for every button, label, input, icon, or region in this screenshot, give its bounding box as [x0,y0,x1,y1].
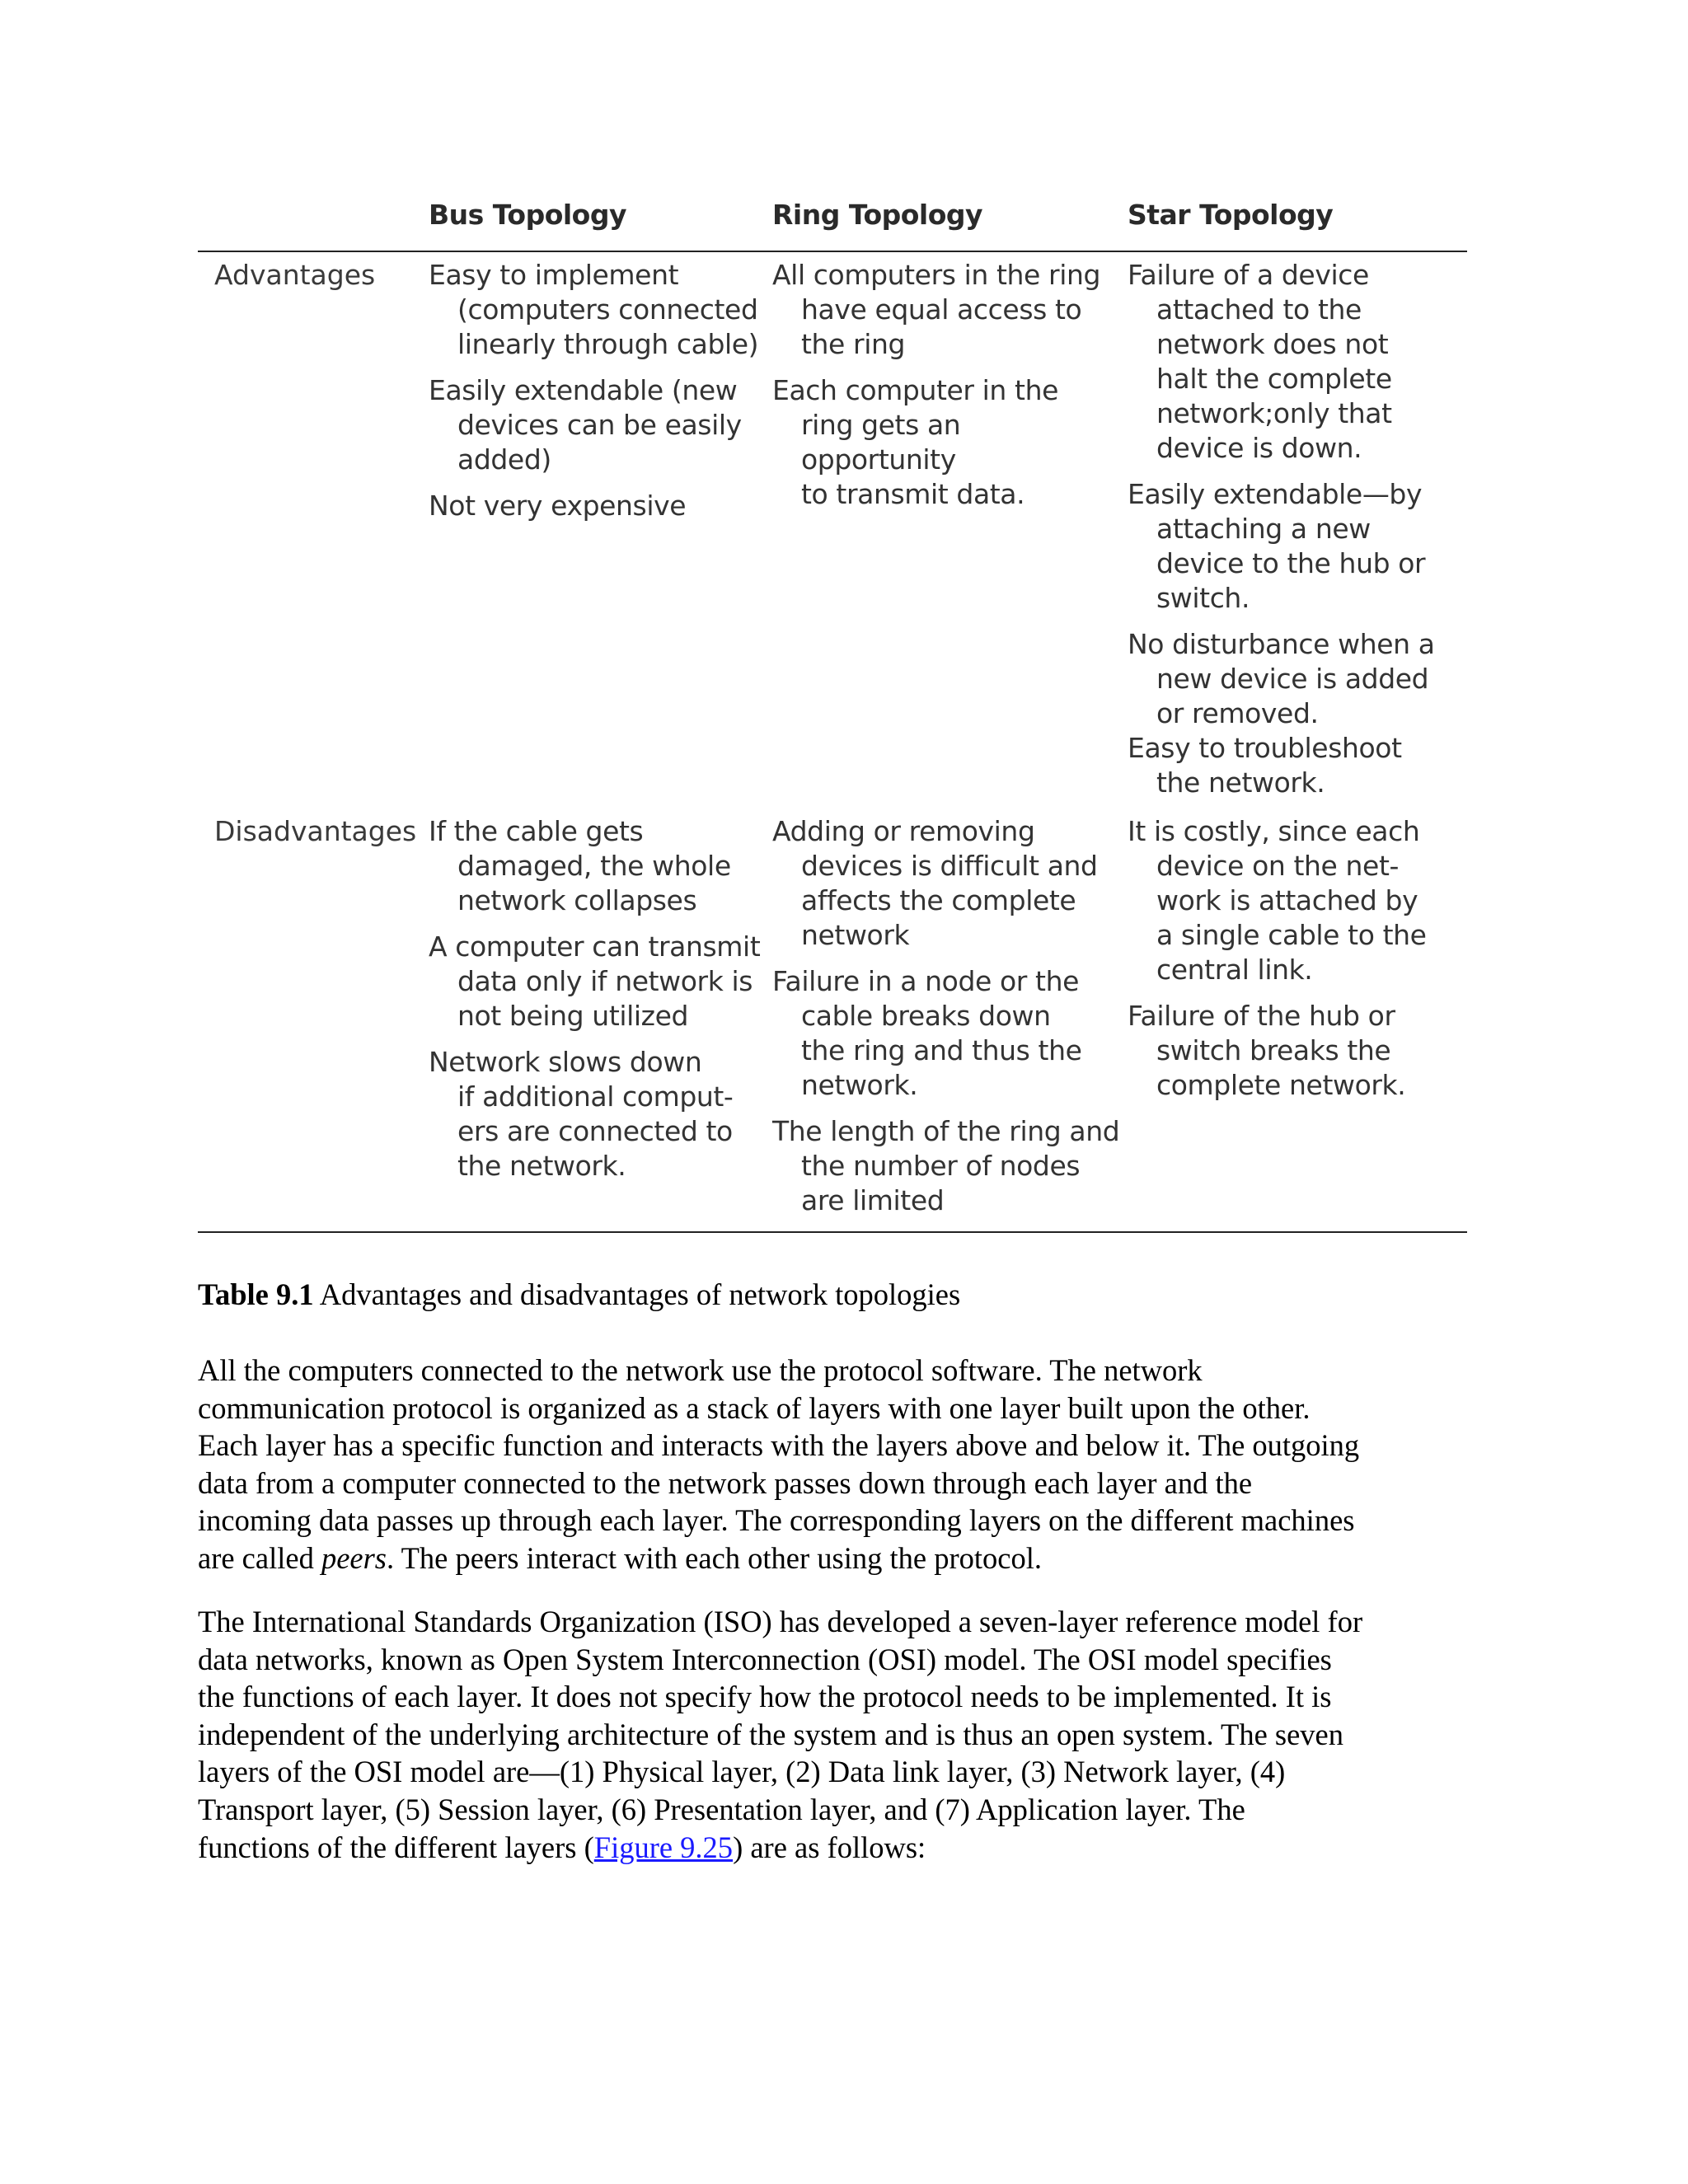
cell-disadvantages-ring [772,814,1123,1230]
list-item: It is costly, since each device on the net- work is attached by a single cable to the central link. [1128,815,1427,986]
list-item: Easily extendable—by attaching a new device to the hub or switch. [1128,478,1426,614]
table-bottom-rule [198,1231,1467,1233]
paragraph-line-part: . The peers interact with each other using the protocol. [387,1540,1042,1575]
paragraph-line: All the computers connected to the network use the protocol software. The network [198,1353,1203,1387]
paragraph-line: the functions of each layer. It does not specify how the protocol needs to be implemented. It is [198,1680,1332,1714]
row-label-advantages: Advantages [214,259,376,291]
list-item: Failure of a device attached to the network does not halt the complete network;only that device is down. [1128,259,1392,464]
list-item: The length of the ring and the number of nodes are limited [772,1115,1120,1216]
paragraph-line: data from a computer connected to the network passes down through each layer and the [198,1465,1253,1500]
paragraph-line: data networks, known as Open System Interconnection (OSI) model. The OSI model specifies [198,1642,1332,1676]
list-item: Adding or removing devices is difficult and affects the complete network [772,815,1098,951]
list-item: Not very expensive [429,490,687,522]
cell-disadvantages-bus [429,814,767,1195]
paragraph-line: Transport layer, (5) Session layer, (6) Presentation layer, and (7) Application layer. The [198,1792,1245,1826]
list-item: If the cable gets damaged, the whole network collapses [429,815,731,916]
table-top-rule [198,251,1467,252]
paragraph-line-part: functions of the different layers ( [198,1830,594,1864]
paragraph-line: incoming data passes up through each layer. The corresponding layers on the different machines [198,1503,1355,1538]
paragraph-line: The International Standards Organization (ISO) has developed a seven-layer reference model for [198,1605,1363,1638]
paragraph-line: layers of the OSI model are—(1) Physical layer, (2) Data link layer, (3) Network layer, (4) [198,1755,1286,1789]
list-item: Easy to implement (computers connected linearly through cable) [429,259,759,360]
figure-9-25-link[interactable]: Figure 9.25 [593,1830,734,1864]
list-item: All computers in the ring have equal access to the ring [772,259,1101,360]
paragraph-protocol-layers [198,1352,1517,1577]
list-item: Easy to troubleshoot the network. [1128,732,1402,799]
cell-advantages-star [1128,258,1467,812]
paragraph-line: independent of the underlying architecture of the system and is thus an open system. The seven [198,1717,1344,1751]
list-item: Easily extendable (new devices can be easily added) [429,374,742,476]
paragraph-line: Each layer has a specific function and interacts with the layers above and below it. The outgoing [198,1428,1360,1463]
paragraph-line-part: are called [198,1540,321,1575]
paragraph-osi-model [198,1603,1517,1866]
list-item: Failure of the hub or switch breaks the complete network. [1128,1000,1406,1101]
list-item: No disturbance when a new device is added or removed. [1128,628,1435,729]
paragraph-line [198,1540,1517,1577]
list-item: A computer can transmit data only if network is not being utilized [429,930,761,1032]
table-caption-text: Advantages and disadvantages of network topologies [313,1277,961,1311]
paragraph-line: communication protocol is organized as a stack of layers with one layer built upon the other. [198,1390,1311,1425]
row-label-disadvantages: Disadvantages [214,815,417,847]
cell-advantages-ring [772,258,1123,523]
cell-advantages-bus [429,258,767,535]
emphasis-peers: peers [321,1540,387,1575]
list-item: Network slows down if additional comput- ers are connected to the network. [429,1046,734,1182]
list-item: Each computer in the ring gets an opportunity to transmit data. [772,374,1058,510]
header-star-topology: Star Topology [1128,199,1334,231]
table-caption-number: Table 9.1 [198,1277,314,1311]
paragraph-line [198,1829,1517,1867]
list-item: Failure in a node or the cable breaks down the ring and thus the network. [772,965,1082,1101]
cell-disadvantages-star [1128,814,1467,1114]
header-bus-topology: Bus Topology [429,199,626,231]
table-caption [198,1276,960,1314]
paragraph-line-part: ) are as follows: [733,1830,926,1864]
header-ring-topology: Ring Topology [772,199,983,231]
